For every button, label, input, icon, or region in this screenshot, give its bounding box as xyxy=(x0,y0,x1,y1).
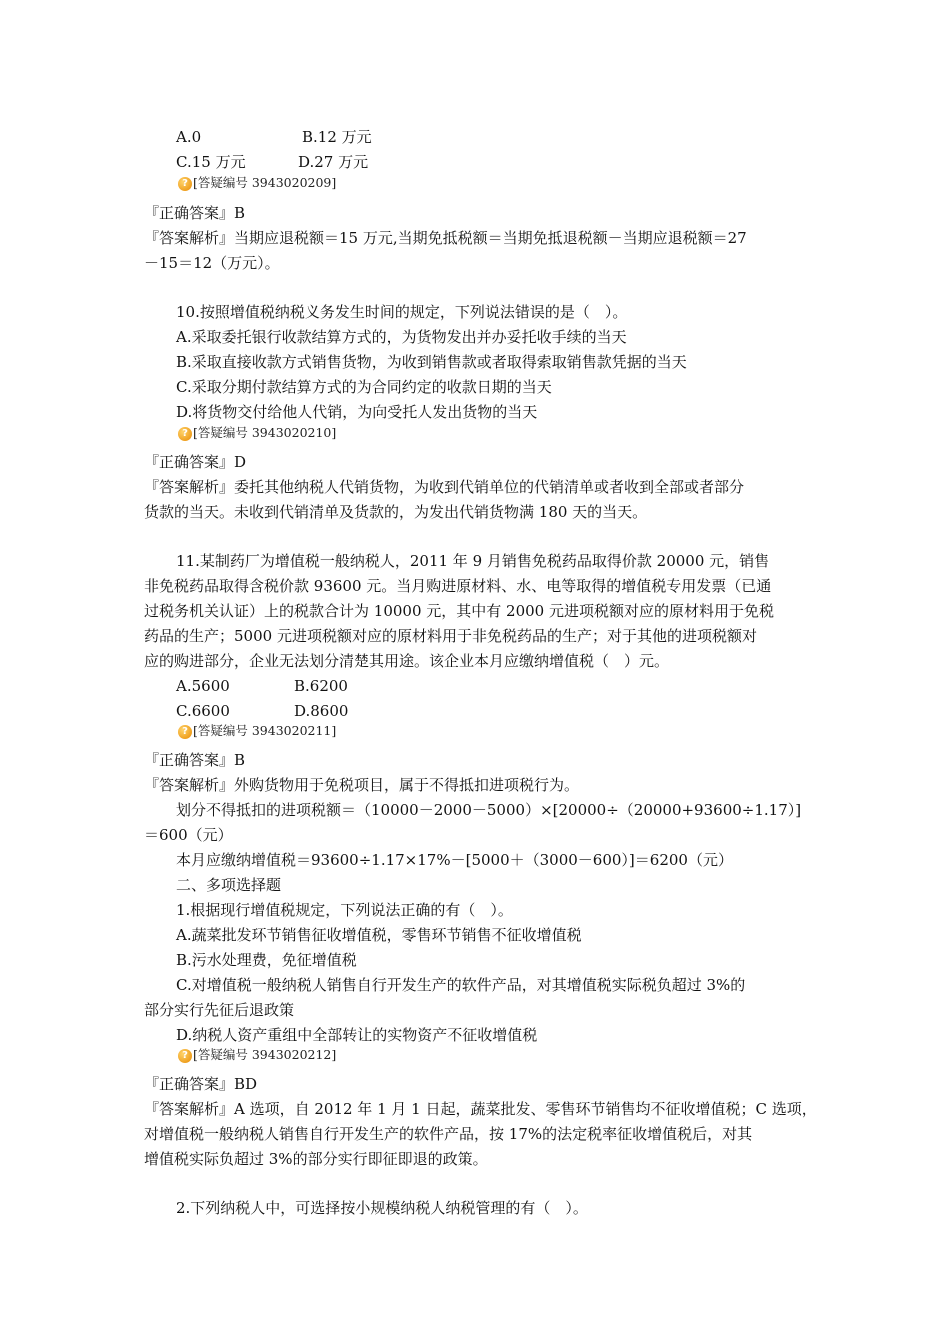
option-d: D.纳税人资产重组中全部转让的实物资产不征收增值税 xyxy=(176,1026,538,1044)
option-a: A.蔬菜批发环节销售征收增值税，零售环节销售不征收增值税 xyxy=(176,926,582,944)
option-c: C.6600 xyxy=(176,702,230,720)
answer-analysis-result: ＝600（元） xyxy=(144,826,233,844)
question-stem: 11.某制药厂为增值税一般纳税人，2011 年 9 月销售免税药品取得价款 20000 元，销售 xyxy=(176,552,770,570)
question-stem: 10.按照增值税纳税义务发生时间的规定，下列说法错误的是（ ）。 xyxy=(176,303,628,321)
option-b: B.6200 xyxy=(294,677,348,695)
question-stem-line: 过税务机关认证）上的税款合计为 10000 元，其中有 2000 元进项税额对应的原材料用于免税 xyxy=(144,602,774,620)
question-stem-line: 非免税药品取得含税价款 93600 元。当月购进原材料、水、电等取得的增值税专用发票（已通 xyxy=(144,577,772,595)
option-c-continued: 部分实行先征后退政策 xyxy=(144,1001,295,1019)
answer-analysis-formula: 本月应缴纳增值税＝93600÷1.17×17%－[5000＋（3000－600）]＝6200（元） xyxy=(176,851,733,869)
option-c: C.采取分期付款结算方式的为合同约定的收款日期的当天 xyxy=(176,378,552,396)
option-d: D.将货物交付给他人代销，为向受托人发出货物的当天 xyxy=(176,403,538,421)
option-d: D.8600 xyxy=(294,702,349,720)
option-b: B.12 万元 xyxy=(302,128,372,146)
option-b: B.采取直接收款方式销售货物，为收到销售款或者取得索取销售款凭据的当天 xyxy=(176,353,687,371)
question-circle-icon: ? xyxy=(178,427,192,441)
option-c: C.15 万元 xyxy=(176,153,246,171)
answer-analysis-continued: 增值税实际负超过 3%的部分实行即征即退的政策。 xyxy=(144,1150,488,1168)
section-heading: 二、多项选择题 xyxy=(176,876,282,894)
question-circle-icon: ? xyxy=(178,725,192,739)
answer-analysis: 『答案解析』委托其他纳税人代销货物，为收到代销单位的代销清单或者收到全部或者部分 xyxy=(144,478,745,496)
option-a: A.0 xyxy=(176,128,202,146)
option-b: B.污水处理费，免征增值税 xyxy=(176,951,357,969)
question-reference[interactable]: ? [答疑编号 3943020210] xyxy=(178,425,336,441)
question-stem: 1.根据现行增值税规定，下列说法正确的有（ ）。 xyxy=(176,901,513,919)
question-stem-line: 应的购进部分，企业无法划分清楚其用途。该企业本月应缴纳增值税（ ）元。 xyxy=(144,652,670,670)
answer-analysis-formula: 划分不得抵扣的进项税额＝（10000－2000－5000）×[20000÷（20000+93600÷1.17）] xyxy=(176,801,802,819)
question-circle-icon: ? xyxy=(178,177,192,191)
answer-analysis-continued: 货款的当天。未收到代销清单及货款的，为发出代销货物满 180 天的当天。 xyxy=(144,503,648,521)
correct-answer: 『正确答案』B xyxy=(144,751,246,769)
correct-answer: 『正确答案』BD xyxy=(144,1075,258,1093)
correct-answer: 『正确答案』D xyxy=(144,453,247,471)
answer-analysis: 『答案解析』A 选项，自 2012 年 1 月 1 日起，蔬菜批发、零售环节销售均不征收增值税；C 选项， xyxy=(144,1100,817,1118)
answer-analysis-continued: 对增值税一般纳税人销售自行开发生产的软件产品，按 17%的法定税率征收增值税后，对其 xyxy=(144,1125,753,1143)
option-a: A.采取委托银行收款结算方式的，为货物发出并办妥托收手续的当天 xyxy=(176,328,627,346)
option-c: C.对增值税一般纳税人销售自行开发生产的软件产品，对其增值税实际税负超过 3%的 xyxy=(176,976,746,994)
question-reference[interactable]: ? [答疑编号 3943020211] xyxy=(178,723,336,739)
question-stem-line: 药品的生产；5000 元进项税额对应的原材料用于非免税药品的生产；对于其他的进项税额对 xyxy=(144,627,757,645)
answer-analysis-continued: －15＝12（万元）。 xyxy=(144,254,280,272)
answer-analysis: 『答案解析』当期应退税额＝15 万元,当期免抵税额＝当期免抵退税额－当期应退税额＝27 xyxy=(144,229,747,247)
option-d: D.27 万元 xyxy=(298,153,369,171)
answer-analysis: 『答案解析』外购货物用于免税项目，属于不得抵扣进项税行为。 xyxy=(144,776,580,794)
question-circle-icon: ? xyxy=(178,1049,192,1063)
question-stem: 2.下列纳税人中，可选择按小规模纳税人纳税管理的有（ ）。 xyxy=(176,1199,588,1217)
option-a: A.5600 xyxy=(176,677,230,695)
question-reference[interactable]: ? [答疑编号 3943020212] xyxy=(178,1047,336,1063)
correct-answer: 『正确答案』B xyxy=(144,204,246,222)
question-reference[interactable]: ? [答疑编号 3943020209] xyxy=(178,175,336,191)
